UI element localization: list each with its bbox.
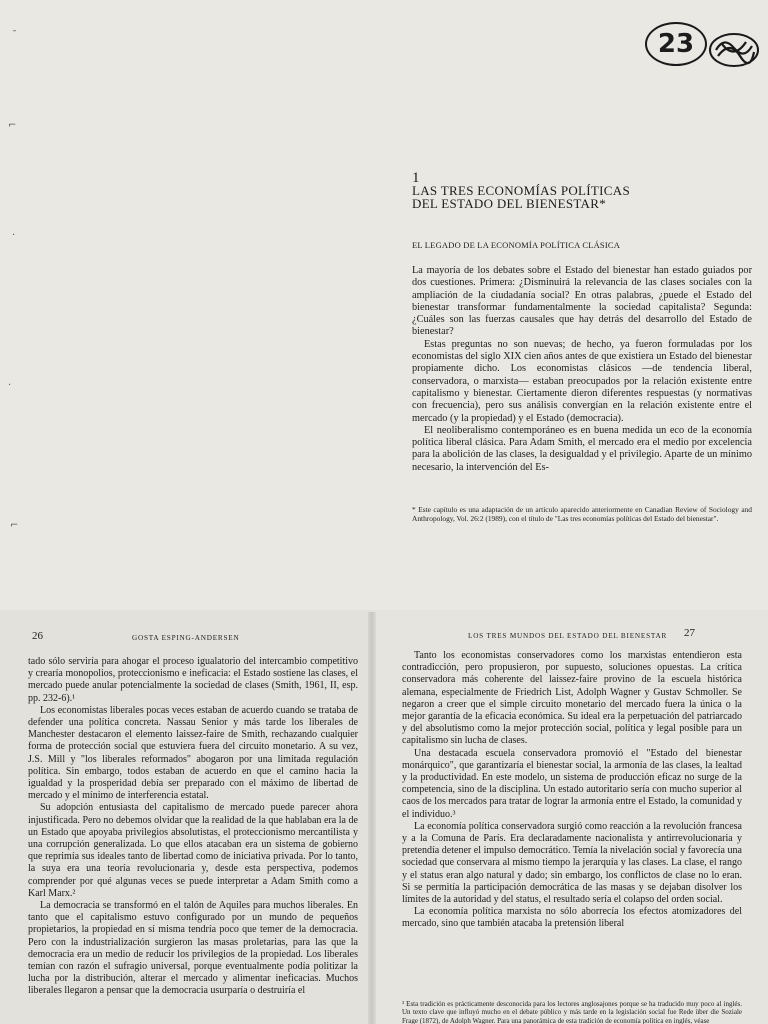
chapter-title-line: DEL ESTADO DEL BIENESTAR* xyxy=(412,196,607,211)
paragraph: Tanto los economistas conservadores como los marxistas entendieron esta contradicción, pero propusieron, por supuesto, soluciones opuestas. La crítica conservadora más coherente del laissez-faire provino de la escuela histórica alemana, especialmente de Friedrich List, Adolph Wagner y Gustav Schmoller. Se negaron a creer que el simple circuito monetario del mercado fuera la única o la mejor garantía de la eficacia económica. Su ideal era la perpetuación del patriarcado y del absolutismo como la mejor protección social, política y legal posible para un capitalismo sin lucha de clases. xyxy=(402,650,742,747)
footnote: ³ Esta tradición es prácticamente desconocida para los lectores anglosajones porque se ha traducido muy poco al inglés. Un texto clave que influyó mucho en el debate público y más tarde en la legislación social fue Rede über die Soziale Frage (1872), de Adolph Wagner. Para una panorámica de esta tradición de economía política en inglés, véase xyxy=(402,1000,742,1024)
book-gutter xyxy=(368,612,376,1024)
paragraph: Una destacada escuela conservadora promovió el "Estado del bienestar monárquico", que garantizaría el bienestar social, la armonía de las clases, la lealtad y la productividad. En este modelo, un sistema de producción eficaz no surge de la competencia, sino de la disciplina. Un estado autoritario sería con mucho superior al caos de los mercados para tratar de lograr la armonía entre el Estado, la comunidad y el individuo.³ xyxy=(402,747,742,820)
running-head: LOS TRES MUNDOS DEL ESTADO DEL BIENESTAR xyxy=(468,632,668,640)
paragraph: Estas preguntas no son nuevas; de hecho, ya fueron formuladas por los economistas del siglo XIX cien años antes de que existiera un Estado del bienestar propiamente dicho. Los economistas clásicos —de tendencia liberal, conservadora, o marxista— estaban preocupados por la relación existente entre capitalismo y bienestar. Ciertamente dieron diferentes respuestas (y normativas con frecuencia), pero sus análisis convergían en la relación existente entre el mercado (y la propiedad) y el Estado (democracia). xyxy=(412,338,752,424)
paragraph: Su adopción entusiasta del capitalismo de mercado puede parecer ahora injustificada. Pero no debemos olvidar que la realidad de la que hablaban era la de un Estado que apoyaba privilegios absolutistas, el proteccionismo mercantilista y una corrupción generalizada. Lo que ellos atacaban era un sistema de gobierno que reprimía sus ideales tanto de libertad como de iniciativa privada. Por lo tanto, la suya era una teoría revolucionaria y, desde esta perspectiva, podemos comprender por qué algunas veces se puede interpretar a Adam Smith como a Karl Marx.² xyxy=(28,802,358,899)
margin-mark: ¯ xyxy=(12,30,17,41)
paragraph: La mayoría de los debates sobre el Estado del bienestar han estado guiados por dos cuestiones. Primera: ¿Disminuirá la relevancia de las clases sociales con la ampliación de la ciudadanía social? En otras palabras, ¿puede el Estado del bienestar transformar fundamentalmente la sociedad capitalista? Segunda: ¿Cuáles son las fuerzas causales que hay detrás del desarrollo del Estado de bienestar? xyxy=(412,265,752,338)
scribble-mark xyxy=(706,30,762,70)
section-heading: EL LEGADO DE LA ECONOMÍA POLÍTICA CLÁSICA xyxy=(412,240,621,250)
margin-mark: · xyxy=(12,230,16,241)
page-number: 27 xyxy=(684,627,695,639)
margin-mark: ⌐ xyxy=(8,120,17,131)
body-text xyxy=(412,265,752,474)
page-number-stamp: 23 xyxy=(645,22,707,66)
margin-mark: · xyxy=(8,380,12,391)
chapter-number: 1 xyxy=(412,170,420,186)
left-page xyxy=(0,610,372,1024)
paragraph: El neoliberalismo contemporáneo es en buena medida un eco de la economía política liberal clásica. Para Adam Smith, el mercado era el medio por excelencia para la abolición de las clases, la desigualdad y el privilegio. Aparte de un mínimo necesario, la intervención del Es- xyxy=(412,424,752,473)
margin-mark: ⌐ xyxy=(10,520,19,531)
paragraph: Los economistas liberales pocas veces estaban de acuerdo cuando se trataba de defender una política concreta. Nassau Senior y más tarde los liberales de Manchester destacaron el elemento laissez-faire de Smith, rechazando cualquier forma de protección social que estuviera fuera del circuito monetario. A su vez, J.S. Mill y "los liberales reformados" abogaron por una limitada regulación política. Sin embargo, todos estaban de acuerdo en que el camino hacia la igualdad y la prosperidad debía ser preparado con el máximo de libertad de mercado y el mínimo de interferencia estatal. xyxy=(28,704,358,802)
chapter-title-line: LAS TRES ECONOMÍAS POLÍTICAS xyxy=(412,183,630,198)
paragraph: La democracia se transformó en el talón de Aquiles para muchos liberales. En tanto que el capitalismo estuvo configurado por un mundo de pequeños propietarios, la propiedad en sí misma tendría poco que temer de la democracia. Pero con la industrialización surgieron las masas proletarias, para las que la democracia era un medio de reducir los privilegios de la propiedad. Los liberales temían con razón el sufragio universal, porque eventualmente podía politizar la lucha por la distribución, alterar el mercado y alimentar ineficacias. Muchos liberales llegaron a pensar que la democracia usurparía o destruiría el xyxy=(28,900,358,997)
page-number: 26 xyxy=(32,630,43,642)
body-text xyxy=(402,650,742,931)
paragraph: La economía política marxista no sólo aborrecía los efectos atomizadores del mercado, sino que también atacaba la pretensión liberal xyxy=(402,906,742,930)
paragraph: tado sólo serviría para ahogar el proceso igualatorio del intercambio competitivo y crearía monopolios, proteccionismo e ineficacia: el Estado sostiene las clases, el mercado puede anular potencialmente la sociedad de clases (Smith, 1961, II, esp. pp. 232-6).¹ xyxy=(28,656,358,704)
footnote: * Este capítulo es una adaptación de un artículo aparecido anteriormente en Canadian Review of Sociology and Anthropology, Vol. 26:2 (1989), con el título de "Las tres economías políticas del Estado del bienestar". xyxy=(412,505,752,524)
right-page xyxy=(372,610,768,1024)
body-text xyxy=(28,656,358,998)
paragraph: La economía política conservadora surgió como reacción a la revolución francesa y a la Comuna de París. Era declaradamente nacionalista y antirrevolucionaria y pretendía detener el impulso democrático. Temía la nivelación social y favorecía una sociedad que conservara al mismo tiempo la jerarquía y las clases. La clase, el rango y el status eran algo natural y dado; sin embargo, los conflictos de clase no lo eran. Si se permitía la participación democrática de las masas y se dejaban disolver los límites de la autoridad y del status, el resultado sería el colapso del orden social. xyxy=(402,820,742,906)
running-head: GOSTA ESPING-ANDERSEN xyxy=(132,634,240,642)
chapter-title xyxy=(412,184,630,210)
